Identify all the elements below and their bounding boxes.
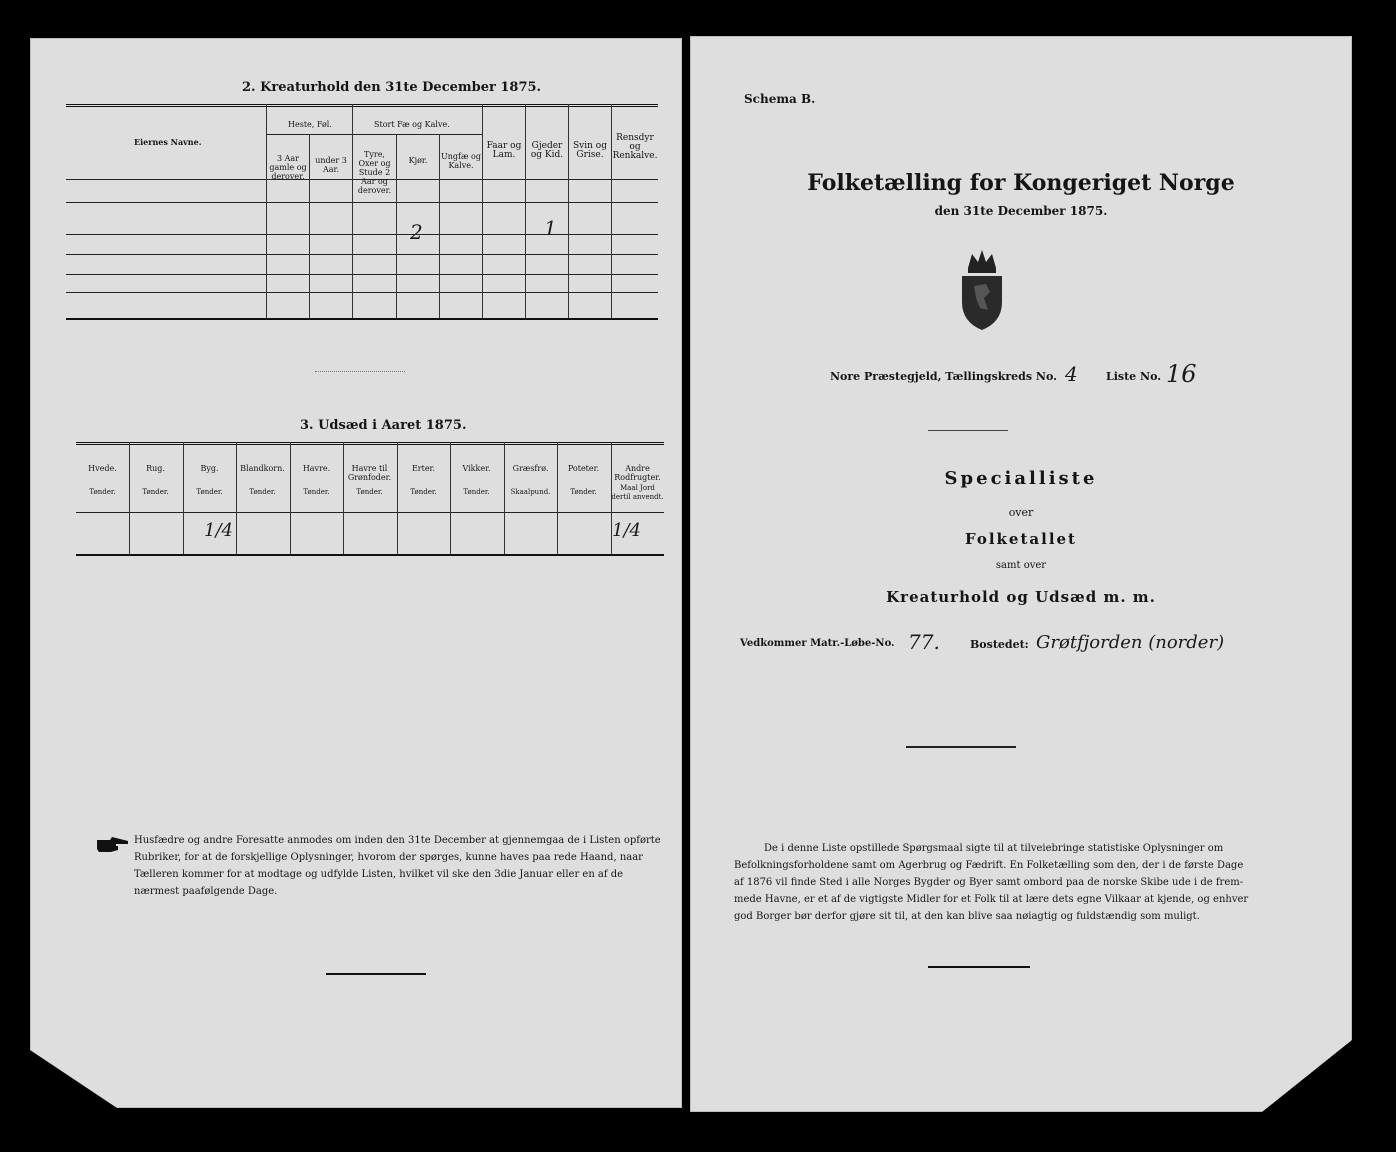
- info-line: De i denne Liste opstillede Spørgsmaal sigte til at tilveiebringe statistiske Oplysninger om: [764, 843, 1224, 854]
- seed-header-label: Græsfrø.: [512, 464, 549, 473]
- seed-header-label: Blandkorn.: [240, 464, 285, 473]
- seed-header-label: Erter.: [411, 464, 436, 473]
- samt-over-text: samt over: [995, 560, 1047, 571]
- seed-unit-label: Tønder.: [410, 488, 437, 496]
- over-text: over: [1008, 506, 1034, 519]
- divider: [928, 966, 1030, 968]
- seed-table: [76, 442, 664, 558]
- info-line: af 1876 vil finde Sted i alle Norges Bygder og Byer samt ombord paa de norske Skibe ude i de frem-: [734, 877, 1244, 888]
- heste-sub-young-header: under 3 Aar.: [315, 156, 347, 174]
- seed-section-title: 3. Udsæd i Aaret 1875.: [300, 418, 467, 433]
- seed-column-divider: [557, 442, 558, 554]
- info-line: mede Havne, er et af de vigtigste Midler for et Folk til at lære dets egne Vilkaar at kjende, og enhver: [734, 894, 1249, 905]
- seed-column-divider: [129, 442, 130, 554]
- seed-unit-label: Tønder.: [356, 488, 383, 496]
- divider: [326, 973, 426, 975]
- right-page: [690, 36, 1352, 1112]
- livestock-section-title: 2. Kreaturhold den 31te December 1875.: [242, 80, 542, 95]
- fae-sub-oxen-header: Tyre, Oxer og Stude 2 Aar og derover.: [357, 150, 392, 195]
- kjor-entry: 2: [410, 220, 423, 244]
- seed-unit-label: Tønder.: [303, 488, 330, 496]
- matr-label: Vedkommer Matr.-Løbe-No.: [740, 638, 895, 649]
- schema-label: Schema B.: [744, 92, 816, 106]
- seed-unit-label: Tønder.: [570, 488, 597, 496]
- left-page: [30, 38, 682, 1108]
- seed-unit-label: Skaalpund.: [510, 488, 551, 496]
- seed-header-label: Havre til Grønfoder.: [347, 464, 392, 482]
- info-line: god Borger bør derfor gjøre sit til, at den kan blive saa nøiagtig og fuldstændig som muligt.: [734, 911, 1200, 922]
- livestock-table: [66, 104, 658, 322]
- divider: [315, 371, 405, 372]
- seed-column-divider: [343, 442, 344, 554]
- fae-sub-cows-header: Kjør.: [408, 156, 428, 165]
- owner-name-header: Eiernes Navne.: [134, 137, 202, 147]
- seed-column-divider: [236, 442, 237, 554]
- seed-column-divider: [504, 442, 505, 554]
- seed-unit-label: Maal Jord dertil anvendt.: [611, 484, 664, 501]
- seed-header-label: Poteter.: [567, 464, 600, 473]
- gjeder-entry: 1: [544, 216, 557, 240]
- seed-header-label: Andre Rodfrugter.: [614, 464, 661, 482]
- divider: [928, 430, 1008, 431]
- district-number: 4: [1065, 362, 1078, 386]
- notice-line: nærmest paafølgende Dage.: [134, 886, 278, 897]
- heste-sub-adult-header: 3 Aar gamle og derover.: [269, 154, 307, 181]
- seed-header-label: Rug.: [146, 464, 165, 473]
- byg-entry: 1/4: [204, 520, 233, 541]
- notice-line: Tælleren kommer for at modtage og udfylde Listen, hvilket vil ske den 3die Januar eller en af de: [134, 869, 624, 880]
- specialliste-heading: Specialliste: [944, 468, 1098, 489]
- faar-header: Faar og Lam.: [486, 141, 522, 160]
- seed-unit-label: Tønder.: [196, 488, 223, 496]
- bostedet-value: Grøtfjorden (norder): [1036, 632, 1225, 653]
- seed-header-label: Vikker.: [462, 464, 491, 473]
- seed-column-divider: [290, 442, 291, 554]
- notice-line: Rubriker, for at de forskjellige Oplysninger, hvorom der spørges, kunne haves paa rede Haand, naar: [134, 852, 643, 863]
- list-label: Liste No.: [1106, 370, 1162, 383]
- folketallet-heading: Folketallet: [965, 530, 1077, 548]
- seed-unit-label: Tønder.: [89, 488, 116, 496]
- district-label: Nore Præstegjeld, Tællingskreds No.: [830, 370, 1057, 383]
- poteter-entry: 1/4: [612, 520, 641, 541]
- seed-unit-label: Tønder.: [463, 488, 490, 496]
- rensdyr-header: Rensdyr og Renkalve.: [612, 133, 658, 161]
- seed-unit-label: Tønder.: [142, 488, 169, 496]
- bostedet-label: Bostedet:: [970, 638, 1029, 651]
- pointing-hand-icon: [96, 834, 130, 854]
- kreaturhold-heading: Kreaturhold og Udsæd m. m.: [886, 588, 1156, 606]
- coat-of-arms-icon: [956, 248, 1008, 332]
- notice-text: [134, 832, 664, 900]
- seed-header-label: Byg.: [200, 464, 219, 473]
- notice-line: Husfædre og andre Foresatte anmodes om inden den 31te December at gjennemgaa de i Listen opførte: [134, 835, 661, 846]
- list-number: 16: [1166, 360, 1197, 388]
- census-date: den 31te December 1875.: [934, 204, 1108, 218]
- info-line: Befolkningsforholdene samt om Agerbrug og Fædrift. En Folketælling som den, der i de første Dage: [734, 860, 1244, 871]
- svin-header: Svin og Grise.: [573, 141, 607, 160]
- seed-header-label: Havre.: [302, 464, 331, 473]
- seed-header-label: Hvede.: [88, 464, 117, 473]
- heste-header: Heste, Føl.: [288, 120, 332, 129]
- seed-column-divider: [397, 442, 398, 554]
- matr-number: 77.: [908, 630, 940, 654]
- info-text: [734, 840, 1294, 925]
- divider: [906, 746, 1016, 748]
- census-title: Folketælling for Kongeriget Norge: [807, 170, 1235, 196]
- seed-unit-label: Tønder.: [249, 488, 276, 496]
- seed-column-divider: [450, 442, 451, 554]
- gjeder-header: Gjeder og Kid.: [530, 141, 564, 160]
- stort-fae-header: Stort Fæ og Kalve.: [374, 120, 450, 129]
- fae-sub-calves-header: Ungfæ og Kalve.: [441, 152, 481, 170]
- seed-column-divider: [183, 442, 184, 554]
